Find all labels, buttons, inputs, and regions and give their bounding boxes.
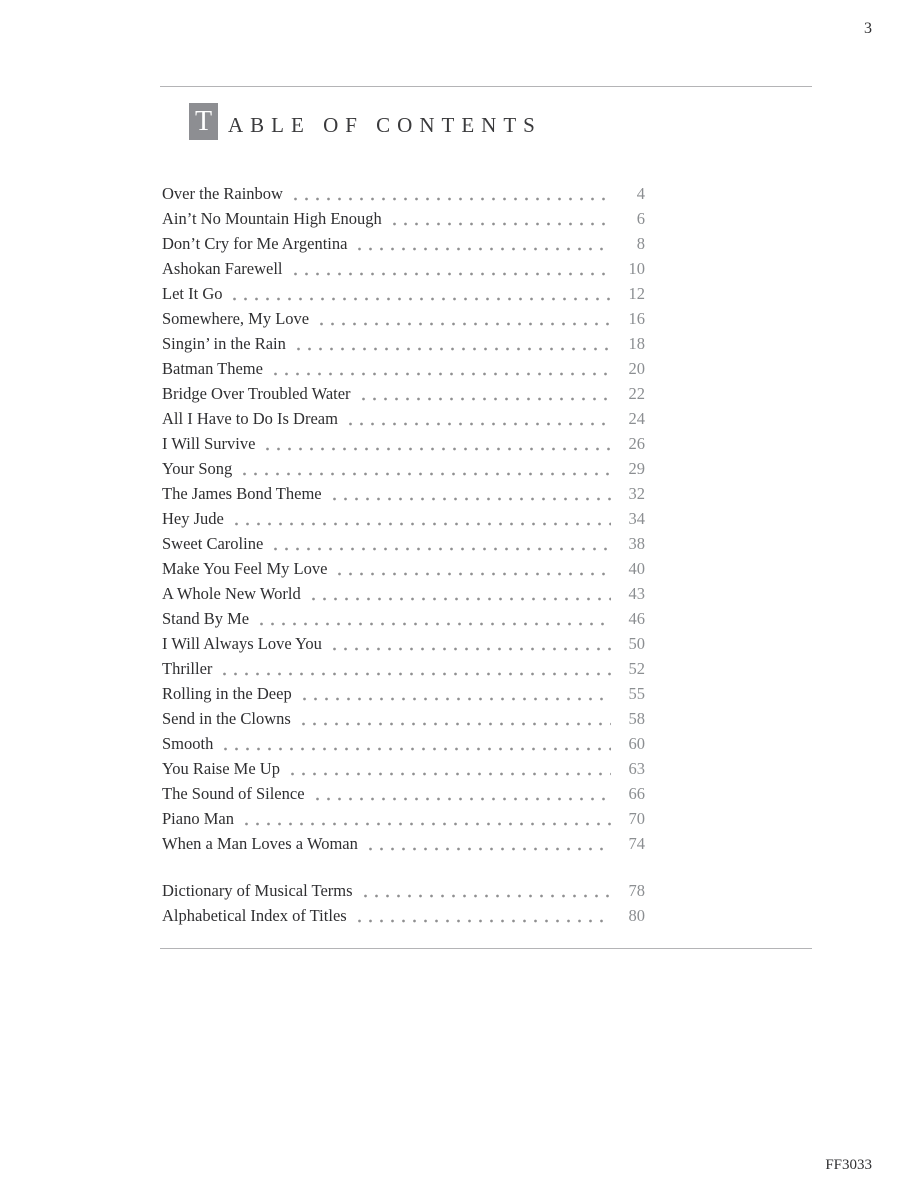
toc-row [162,806,645,831]
toc-row [162,731,645,756]
toc-row [162,306,645,331]
song-title: Smooth [162,734,214,753]
song-page-number: 16 [628,309,645,328]
song-page-number: 34 [628,509,645,528]
toc-row [162,631,645,656]
song-title: Hey Jude [162,509,224,528]
toc-row [162,381,645,406]
song-page-number: 10 [628,259,645,278]
song-page-number: 22 [628,384,645,403]
song-page-number: 55 [628,684,645,703]
dot-leader [365,831,611,856]
song-title: Piano Man [162,809,234,828]
toc-row [162,431,645,456]
song-page-number: 63 [628,759,645,778]
song-page-number: 29 [628,459,645,478]
dot-leader [270,356,611,381]
dot-leader [241,806,611,831]
song-title: Send in the Clowns [162,709,291,728]
song-page-number: 80 [628,906,645,925]
song-page-number: 8 [636,234,645,253]
toc-row [162,556,645,581]
song-title: Ashokan Farewell [162,259,283,278]
page-number: 3 [864,20,872,37]
toc-row [162,406,645,431]
song-title: A Whole New World [162,584,301,603]
song-page-number: 26 [628,434,645,453]
toc-row [162,256,645,281]
song-page-number: 4 [636,184,645,203]
song-page-number: 52 [628,659,645,678]
toc-row [162,706,645,731]
song-title: The James Bond Theme [162,484,322,503]
song-title: Stand By Me [162,609,250,628]
song-title: Ain’t No Mountain High Enough [162,209,382,228]
dot-leader [290,256,611,281]
page-title: ABLE OF CONTENTS [228,113,542,137]
toc-row [162,481,645,506]
song-page-number: 18 [628,334,645,353]
song-title: Batman Theme [162,359,263,378]
song-page-number: 24 [628,409,645,428]
dot-leader [354,903,611,928]
song-title: Sweet Caroline [162,534,264,553]
dot-leader [229,281,611,306]
song-title: Thriller [162,659,213,678]
dot-leader [389,206,611,231]
toc-row [162,681,645,706]
song-title: Bridge Over Troubled Water [162,384,351,403]
footer-code: FF3033 [825,1157,872,1173]
dot-leader [239,456,611,481]
song-page-number: 32 [628,484,645,503]
dot-leader [299,681,611,706]
dot-leader [219,656,611,681]
dot-leader [360,878,611,903]
song-page-number: 74 [628,834,645,853]
song-title: Let It Go [162,284,223,303]
toc-row [162,656,645,681]
song-page-number: 46 [628,609,645,628]
toc-row [162,878,645,903]
song-page-number: 12 [628,284,645,303]
song-page-number: 38 [628,534,645,553]
dot-leader [262,431,611,456]
song-page-number: 58 [628,709,645,728]
toc-row [162,756,645,781]
song-title: Don’t Cry for Me Argentina [162,234,348,253]
toc-row [162,506,645,531]
toc-row [162,331,645,356]
dot-leader [354,231,611,256]
top-rule [160,86,812,87]
toc-row [162,231,645,256]
song-title: You Raise Me Up [162,759,280,778]
song-title: I Will Survive [162,434,256,453]
song-page-number: 6 [636,209,645,228]
dot-leader [308,581,611,606]
toc-row [162,531,645,556]
song-title: Alphabetical Index of Titles [162,906,347,925]
song-title: Dictionary of Musical Terms [162,881,353,900]
song-title: Singin’ in the Rain [162,334,286,353]
toc-row [162,456,645,481]
song-title: Somewhere, My Love [162,309,310,328]
song-page-number: 43 [628,584,645,603]
song-title: Make You Feel My Love [162,559,328,578]
toc-row [162,181,645,206]
dot-leader [231,506,611,531]
dot-leader [334,556,611,581]
dot-leader [358,381,611,406]
dot-leader [329,631,611,656]
song-page-number: 20 [628,359,645,378]
song-title: Rolling in the Deep [162,684,292,703]
toc-row [162,781,645,806]
song-title: Your Song [162,459,233,478]
toc-row [162,281,645,306]
song-page-number: 60 [628,734,645,753]
toc-row [162,606,645,631]
song-page-number: 78 [628,881,645,900]
toc-row [162,356,645,381]
dot-leader [270,531,611,556]
song-page-number: 40 [628,559,645,578]
song-title: I Will Always Love You [162,634,322,653]
toc-row [162,903,645,928]
song-title: Over the Rainbow [162,184,283,203]
dot-leader [220,731,611,756]
dot-leader [316,306,611,331]
toc-row [162,581,645,606]
song-title: The Sound of Silence [162,784,305,803]
song-page-number: 66 [628,784,645,803]
dot-leader [287,756,611,781]
song-title: All I Have to Do Is Dream [162,409,338,428]
toc-row [162,831,645,856]
dot-leader [290,181,611,206]
dot-leader [329,481,611,506]
dot-leader [298,706,611,731]
toc-row [162,206,645,231]
toc-list [162,181,645,928]
song-page-number: 50 [628,634,645,653]
dot-leader [256,606,611,631]
dot-leader [293,331,611,356]
song-title: When a Man Loves a Woman [162,834,358,853]
dot-leader [312,781,611,806]
dot-leader [345,406,611,431]
song-page-number: 70 [628,809,645,828]
title-dropcap: T [189,103,218,140]
bottom-rule [160,948,812,949]
